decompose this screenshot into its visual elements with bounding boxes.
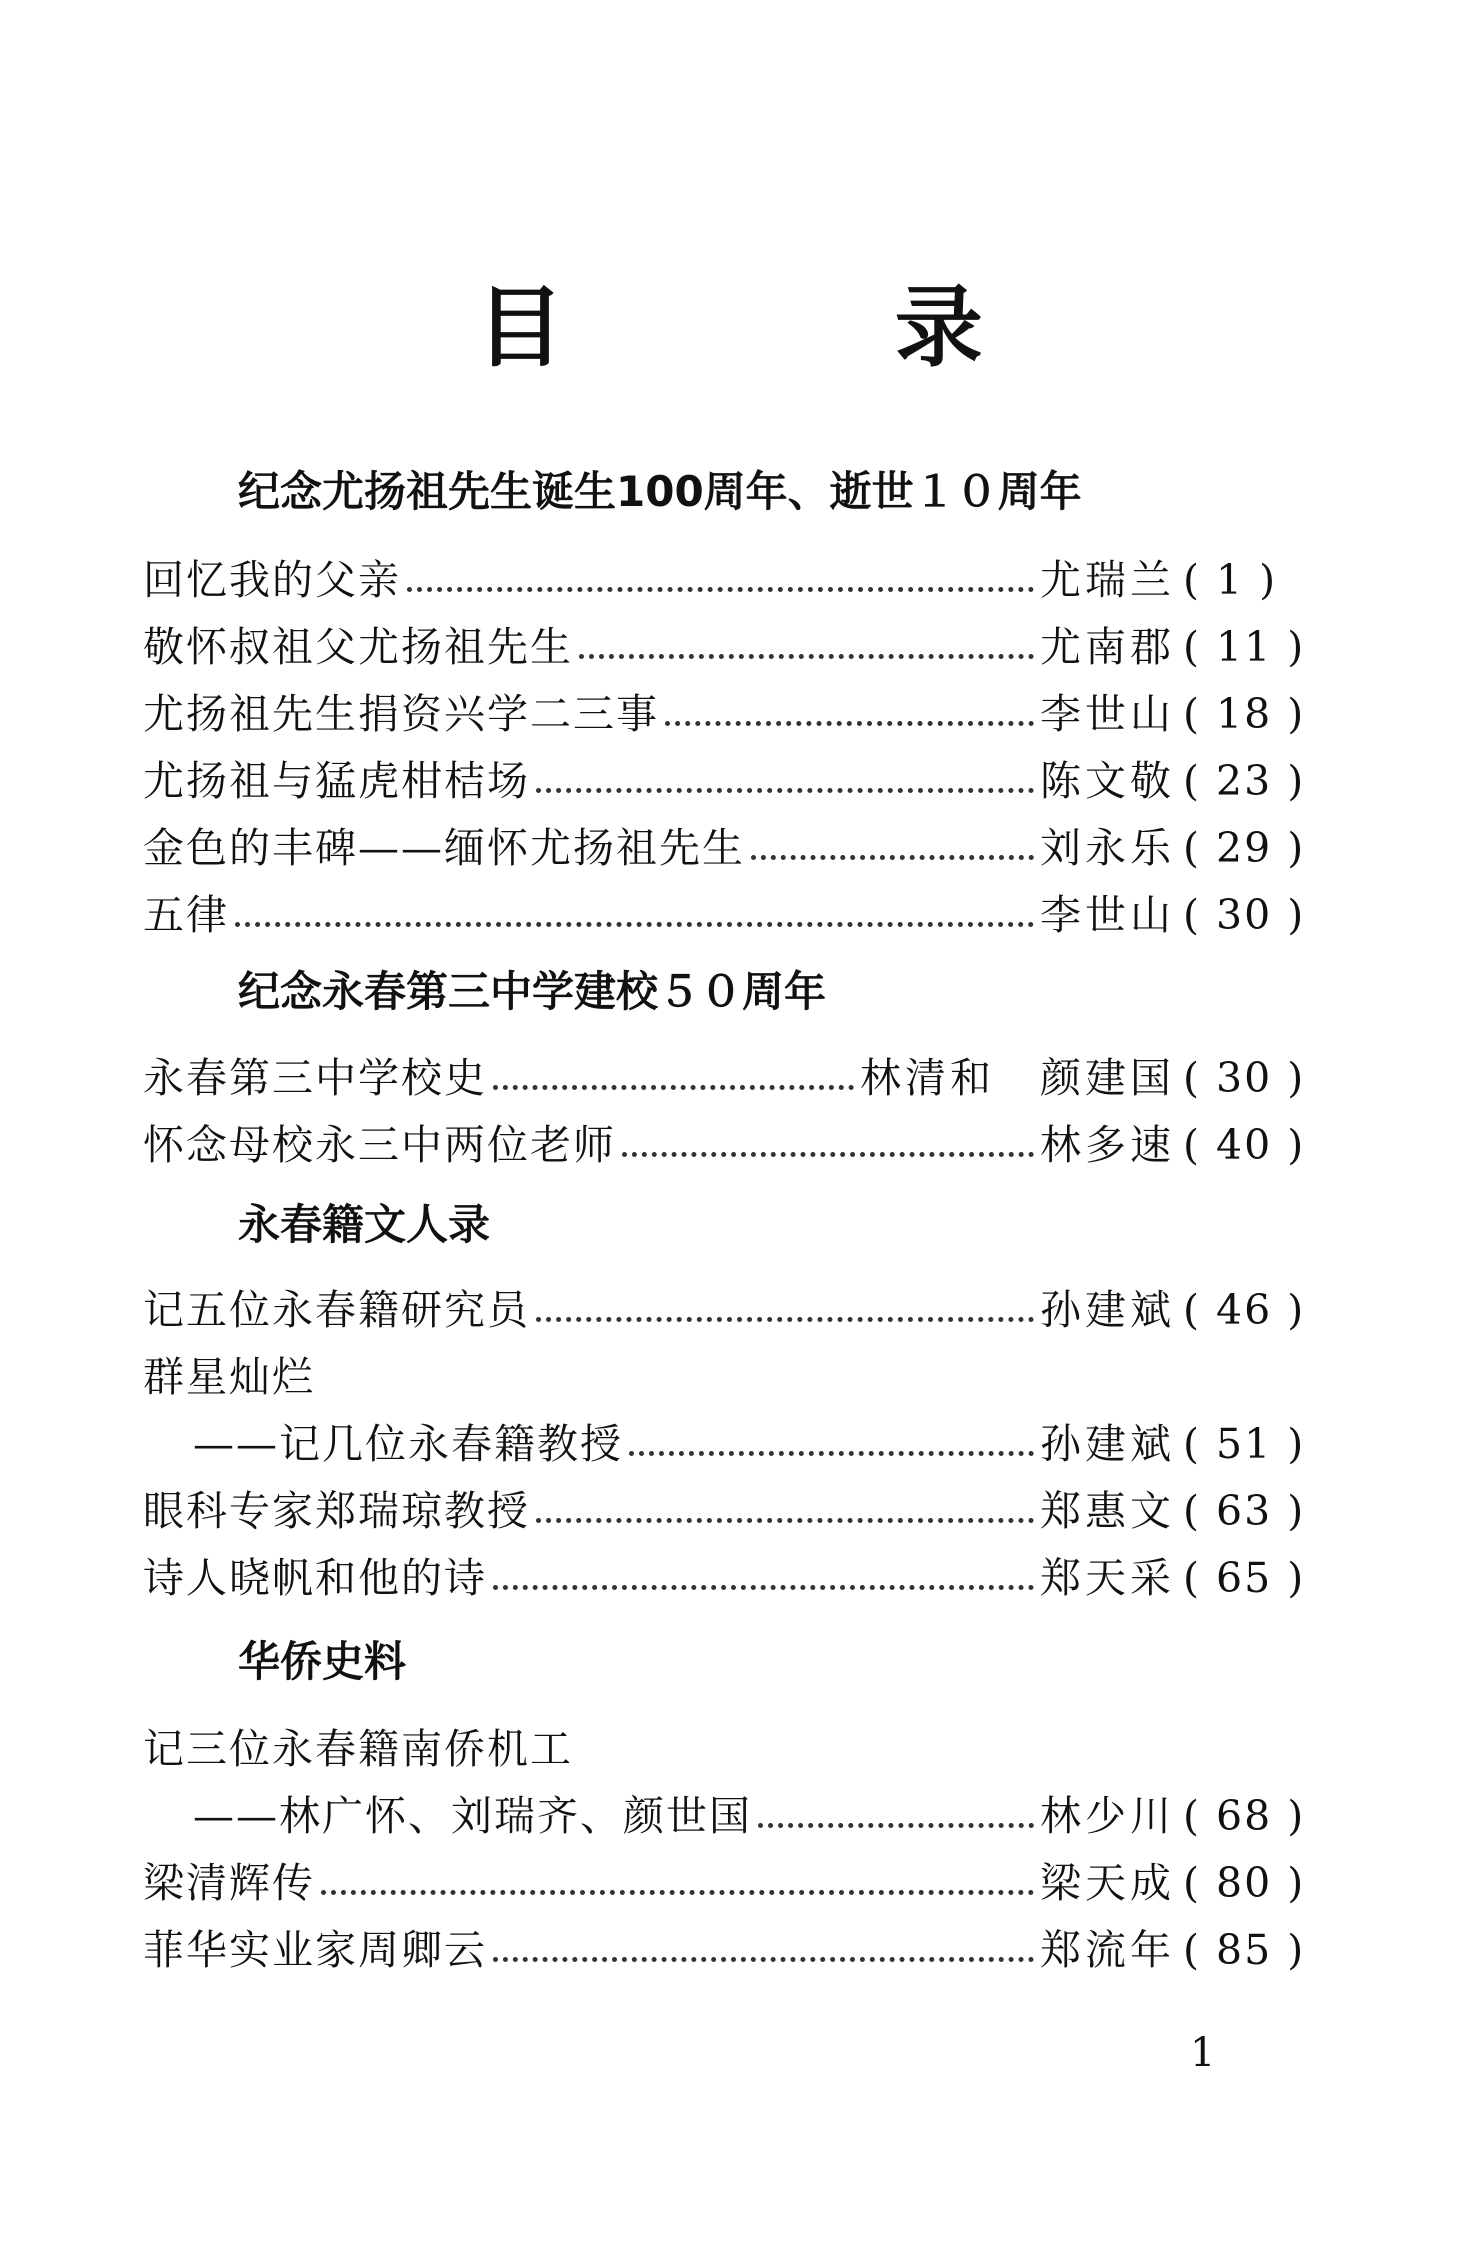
dot-leader [493,1085,854,1090]
entry-title: ——林广怀、刘瑞齐、颜世国 [193,1792,752,1840]
dot-leader [493,1585,1034,1590]
entry-title: 怀念母校永三中两位老师 [143,1121,616,1169]
section-heading: 纪念永春第三中学建校５０周年 [238,967,827,1016]
dot-leader [321,1890,1034,1895]
dot-leader [665,721,1034,726]
entry-title: 尤扬祖与猛虎柑桔场 [143,757,530,805]
section-heading: 华侨史料 [238,1637,407,1686]
toc-entry [143,1111,1313,1173]
toc-entry [143,1276,1313,1338]
entry-title: 敬怀叔祖父尤扬祖先生 [143,623,573,671]
dot-leader [622,1152,1034,1157]
entry-page: ( 30 ) [1183,1054,1306,1102]
entry-page: ( 65 ) [1183,1554,1306,1602]
page-number: 1 [1190,2030,1216,2076]
entry-title: 眼科专家郑瑞琼教授 [143,1487,530,1535]
dot-leader [407,587,1034,592]
toc-entry [143,1782,1313,1844]
entry-title: 尤扬祖先生捐资兴学二三事 [143,690,659,738]
entry-author: 尤南郡 [1040,623,1175,671]
entry-author: 林多速 [1040,1121,1175,1169]
entry-page: ( 18 ) [1183,690,1306,738]
entry-author: 孙建斌 [1040,1286,1175,1334]
entry-author: 郑流年 [1040,1926,1175,1974]
entry-page: ( 80 ) [1183,1859,1306,1907]
toc-entry [143,613,1313,675]
entry-page: ( 68 ) [1183,1792,1306,1840]
entry-page: ( 63 ) [1183,1487,1306,1535]
dot-leader [536,1317,1034,1322]
entry-title: 菲华实业家周卿云 [143,1926,487,1974]
entry-page: ( 85 ) [1183,1926,1306,1974]
dot-leader [751,855,1034,860]
toc-entry [143,814,1313,876]
entry-title: 记五位永春籍研究员 [143,1286,530,1334]
entry-author: 郑惠文 [1040,1487,1175,1535]
entry-author: 李世山 [1040,690,1175,738]
toc-entry [143,1044,1313,1106]
entry-title: 记三位永春籍南侨机工 [143,1725,573,1773]
section-heading: 纪念尤扬祖先生诞生100周年、逝世１０周年 [238,467,1082,516]
dot-leader [536,1518,1034,1523]
dot-leader [758,1823,1034,1828]
entry-page: ( 1 ) [1183,556,1278,604]
entry-title: 回忆我的父亲 [143,556,401,604]
entry-author: 陈文敬 [1040,757,1175,805]
entry-page: ( 23 ) [1183,757,1306,805]
entry-author: 梁天成 [1040,1859,1175,1907]
toc-entry [143,1477,1313,1539]
entry-title: 金色的丰碑——缅怀尤扬祖先生 [143,824,745,872]
toc-entry [143,747,1313,809]
entry-title: ——记几位永春籍教授 [193,1420,623,1468]
entry-page: ( 29 ) [1183,824,1306,872]
entry-author: 孙建斌 [1040,1420,1175,1468]
toc-entry [143,1410,1313,1472]
entry-page: ( 11 ) [1183,623,1306,671]
dot-leader [629,1451,1034,1456]
toc-entry [143,1544,1313,1606]
toc-entry [143,680,1313,742]
entry-author: 林少川 [1040,1792,1175,1840]
entry-title: 五律 [143,891,229,939]
dot-leader [579,654,1034,659]
entry-page: ( 51 ) [1183,1420,1306,1468]
section-heading: 永春籍文人录 [238,1200,491,1249]
entry-page: ( 30 ) [1183,891,1306,939]
dot-leader [493,1957,1034,1962]
entry-author: 李世山 [1040,891,1175,939]
entry-title: 群星灿烂 [143,1353,315,1401]
dot-leader [235,922,1034,927]
entry-title: 诗人晓帆和他的诗 [143,1554,487,1602]
entry-author: 尤瑞兰 [1040,556,1175,604]
entry-title: 梁清辉传 [143,1859,315,1907]
toc-entry [143,1343,1313,1405]
entry-title: 永春第三中学校史 [143,1054,487,1102]
page-title: 目 录 [476,276,1133,379]
toc-entry [143,1849,1313,1911]
entry-author: 刘永乐 [1040,824,1175,872]
entry-page: ( 40 ) [1183,1121,1306,1169]
entry-author: 郑天采 [1040,1554,1175,1602]
toc-entry [143,881,1313,943]
entry-page: ( 46 ) [1183,1286,1306,1334]
toc-entry [143,1715,1313,1777]
entry-author: 林清和 颜建国 [860,1054,1175,1102]
toc-entry [143,546,1313,608]
dot-leader [536,788,1034,793]
toc-entry [143,1916,1313,1978]
